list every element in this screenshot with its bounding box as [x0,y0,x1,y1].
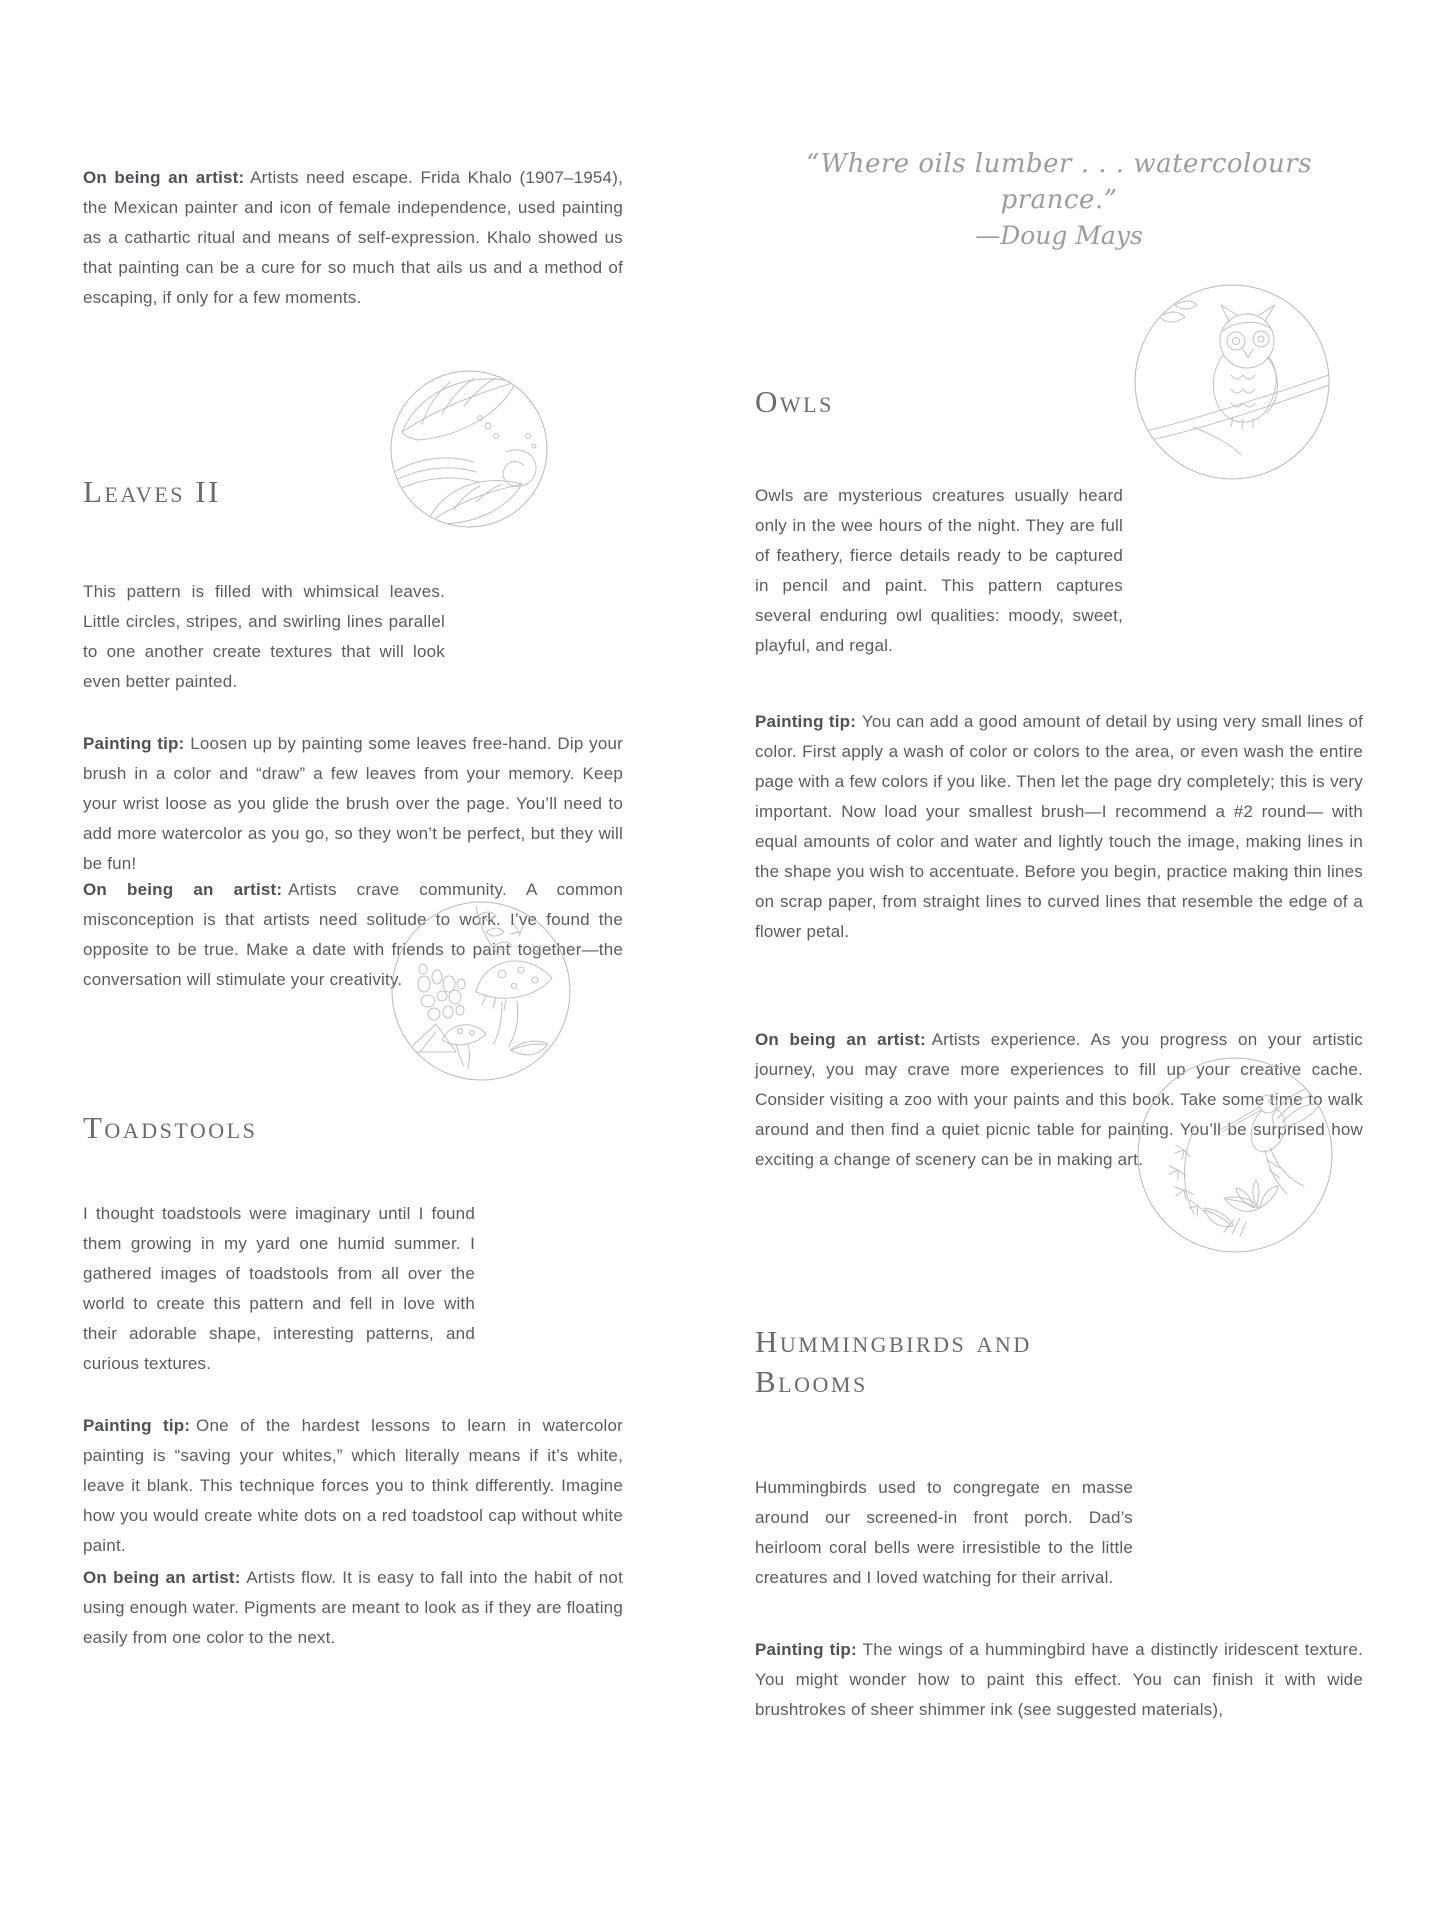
painting-tip-label: Painting tip: [755,712,857,731]
leaves-illustration-icon [388,368,550,530]
artist-note-text: Artists need escape. Frida Khalo (1907–1954), the Mexican painter and icon of female independence, used painting as a cathartic ritual and means of self-expression. Khalo showed us that painting can be a cure for so much that ails us and a method of escaping, if only for a few moments. [83,168,624,307]
section-title-toadstools: Toadstools [83,1110,258,1145]
epigraph-quote: “Where oils lumber . . . watercolours prance.” [805,149,1313,215]
section-title-hummingbirds: Hummingbirds and Blooms [755,1324,1032,1399]
hummingbirds-painting-tip [755,1635,1363,1725]
artist-note-label: On being an artist: [83,1568,241,1587]
painting-tip-label: Painting tip: [83,734,185,753]
owls-intro-text: Owls are mysterious creatures usually heard only in the wee hours of the night. They are full of feathery, fierce details ready to be captured in pencil and paint. This pattern captures several enduring owl qualities: moody, sweet, playful, and regal. [755,486,1123,655]
artist-note-text: Artists crave community. A common misconception is that artists need solitude to work. I’ve found the opposite to be true. Make a date with friends to paint together—the conversation will stimulate your creativity. [83,880,623,989]
painting-tip-label: Painting tip: [755,1640,857,1659]
toadstools-illustration-icon [390,900,572,1082]
toadstools-painting-tip [83,1411,623,1561]
epigraph [755,146,1363,254]
hummingbird-illustration-icon [1136,1056,1334,1254]
section-title-leaves-ii: Leaves II [83,474,221,509]
artist-note-label: On being an artist: [83,168,245,187]
artist-note-label: On being an artist: [755,1030,926,1049]
painting-tip-text: One of the hardest lessons to learn in watercolor painting is “saving your whites,” which literally means if it’s white, leave it blank. This technique forces you to think differently. Imagine how you would create white dots on a red toadstool cap without white paint. [83,1416,624,1555]
painting-tip-text: You can add a good amount of detail by using very small lines of color. First apply a wash of color or colors to the area, or even wash the entire page with a few colors if you like. Then let the page dry completely; this is very important. Now load your smallest brush—I recommend a #2 round— with equal amounts of color and water and lightly touch the image, making lines in the shape you wish to accentuate. Before you begin, practice making thin lines on scrap paper, from straight lines to curved lines that resemble the edge of a flower petal. [755,712,1363,941]
artist-note-text: Artists experience. As you progress on your artistic journey, you may crave more experiences to fill up your creative cache. Consider visiting a zoo with your paints and this book. Take some time to walk around and then find a quiet picnic table for painting. You’ll be surprised how exciting a change of scenery can be in making art. [755,1030,1364,1169]
owl-illustration-icon [1133,283,1331,481]
painting-tip-label: Painting tip: [83,1416,191,1435]
section-title-owls: Owls [755,384,834,419]
painting-tip-text: Loosen up by painting some leaves free-hand. Dip your brush in a color and “draw” a few leaves from your memory. Keep your wrist loose as you glide the brush over the page. You’ll need to add more watercolor as you go, so they won’t be perfect, but they will be fun! [83,734,623,873]
toadstools-artist-note [83,1563,623,1653]
leaves-painting-tip [83,729,623,879]
artist-note-frida [83,163,623,313]
toadstools-intro-text: I thought toadstools were imaginary until I found them growing in my yard one humid summer. I gathered images of toadstools from all over the world to create this pattern and fell in love with their adorable shape, interesting patterns, and curious textures. [83,1204,475,1373]
artist-note-label: On being an artist: [83,880,283,899]
hummingbirds-intro-text: Hummingbirds used to congregate en masse around our screened-in front porch. Dad’s heirloom coral bells were irresistible to the little creatures and I loved watching for their arrival. [755,1478,1133,1587]
painting-tip-text: The wings of a hummingbird have a distinctly iridescent texture. You might wonder how to paint this effect. You can finish it with wide brushtrokes of sheer shimmer ink (see suggested materials), [755,1640,1363,1719]
epigraph-attribution: —Doug Mays [975,221,1143,250]
owls-painting-tip [755,707,1363,947]
leaves-intro-text: This pattern is filled with whimsical leaves. Little circles, stripes, and swirling lines parallel to one another create textures that will look even better painted. [83,582,445,691]
artist-note-text: Artists flow. It is easy to fall into the habit of not using enough water. Pigments are meant to look as if they are floating easily from one color to the next. [83,1568,623,1647]
